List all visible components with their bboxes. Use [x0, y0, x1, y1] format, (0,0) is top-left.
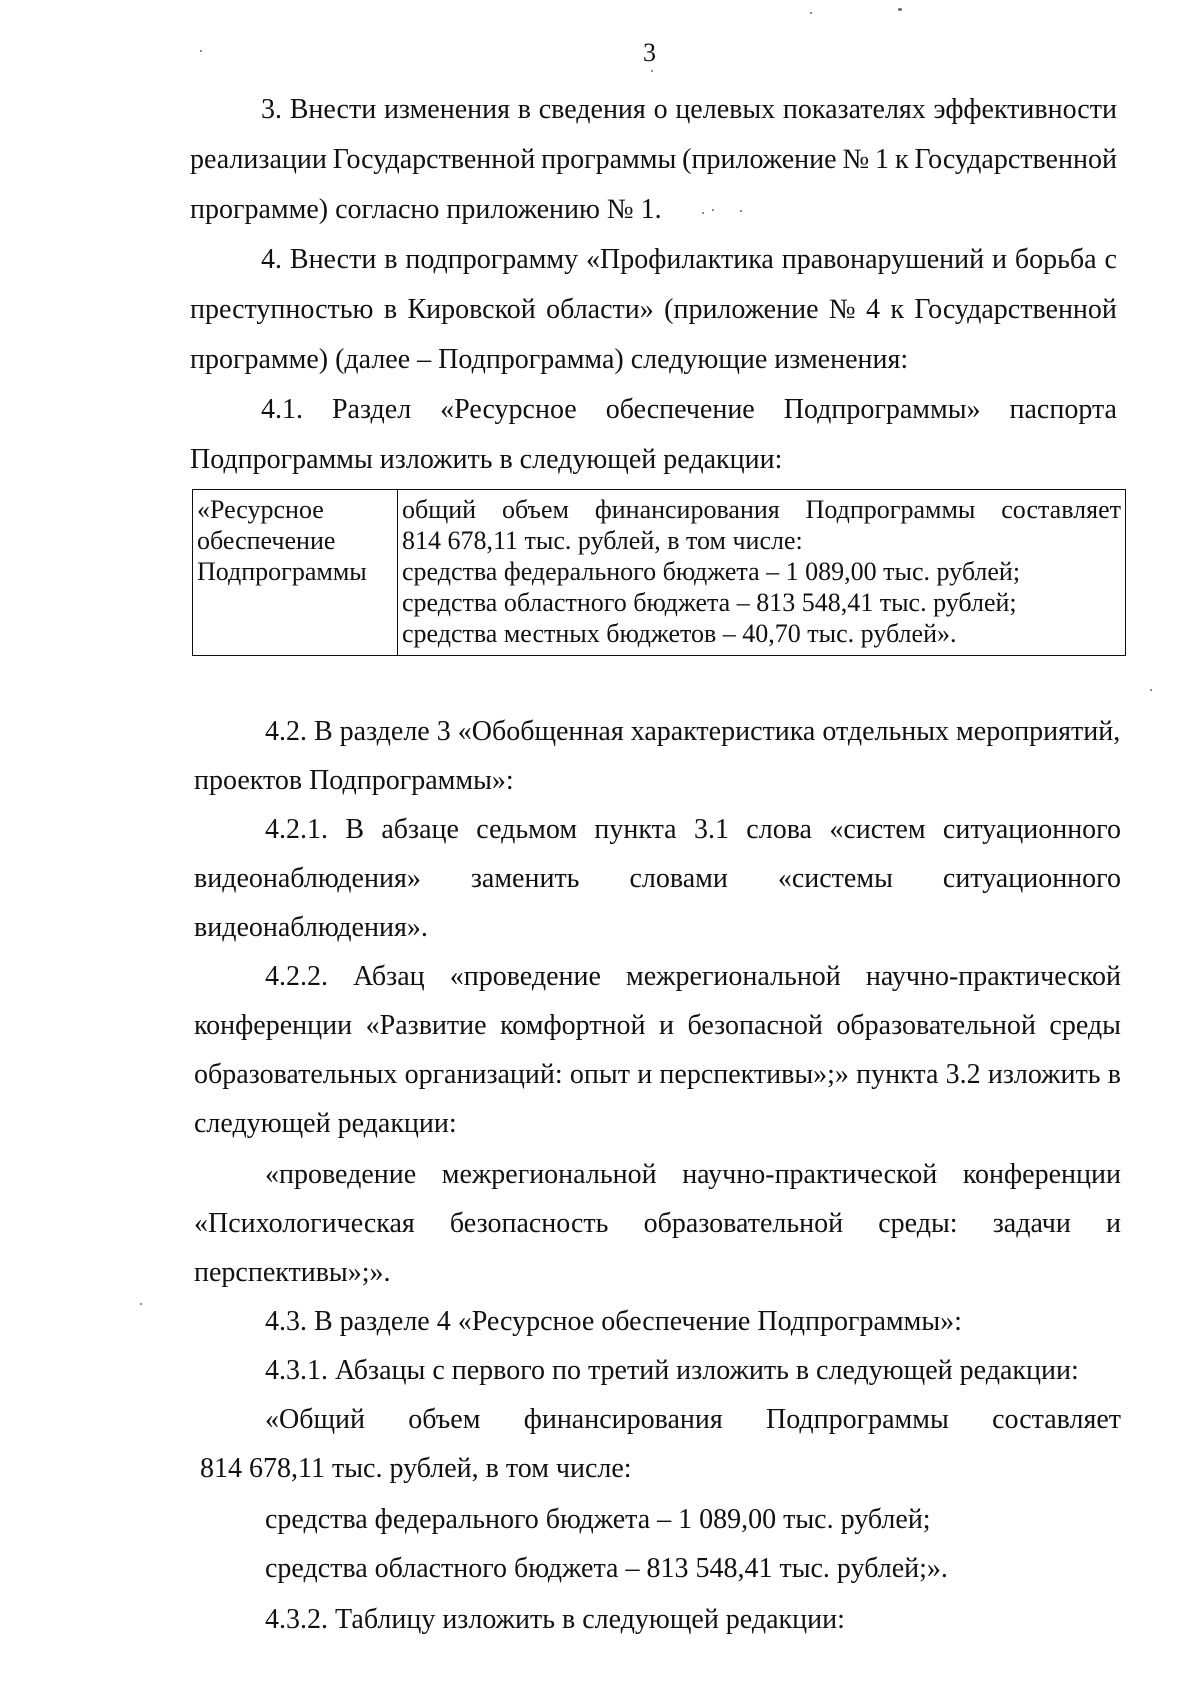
word: обеспечение: [605, 394, 755, 425]
word: научно-практической: [865, 961, 1121, 992]
word: 3.2: [945, 1059, 981, 1090]
paragraph-4-2-2-line-1: [265, 960, 1121, 994]
cell-line: Подпрограммы: [197, 557, 367, 586]
word: 4.2.2.: [265, 961, 328, 992]
word: безопасной: [687, 1010, 823, 1041]
word: задачи: [992, 1208, 1071, 1239]
word: изложить: [987, 1059, 1101, 1090]
paragraph-4-2-1-line-3: видеонаблюдения».: [194, 912, 428, 943]
word: (приложение: [664, 294, 819, 325]
word: 4.1.: [261, 394, 303, 425]
paragraph-4-2-line-2: проектов Подпрограммы»:: [194, 765, 514, 796]
word: «Ресурсное: [440, 394, 577, 425]
word: финансирования: [594, 495, 780, 524]
scan-speck: [810, 12, 812, 14]
word: видеонаблюдения»: [194, 863, 421, 894]
word: «Профилактика: [586, 244, 774, 275]
table-cell-label: [193, 490, 398, 656]
word: межрегиональной: [626, 961, 841, 992]
word: правонарушений: [781, 244, 985, 275]
quote-line-3: перспективы»;».: [194, 1257, 391, 1288]
word: ситуационного: [942, 814, 1121, 845]
word: сведения: [538, 94, 646, 125]
word: 4.2.1.: [265, 814, 328, 845]
word: к: [890, 294, 905, 325]
word: конференции: [962, 1159, 1121, 1190]
word: пункта: [594, 814, 677, 845]
paragraph-4-2-1-line-2: [194, 862, 1121, 896]
word: №: [842, 144, 870, 175]
table-cell-value: [398, 490, 1126, 656]
word: эффективности: [933, 94, 1117, 125]
regional-budget-line: средства областного бюджета – 813 548,41 тыс. рублей;».: [265, 1553, 948, 1584]
word: в: [384, 244, 398, 275]
word: целевых: [675, 94, 776, 125]
word: абзаце: [381, 814, 459, 845]
paragraph-4-2-2-line-4: следующей редакции:: [194, 1108, 457, 1139]
paragraph-4-line-3: программе) (далее – Подпрограмма) следующие изменения:: [190, 344, 909, 375]
word: Государственной: [914, 144, 1117, 175]
word: общий: [402, 495, 477, 524]
word: №: [828, 294, 856, 325]
word: (приложение: [682, 144, 837, 175]
word: объем: [501, 495, 569, 524]
word: 1: [875, 144, 890, 175]
table-row: [193, 490, 1126, 656]
word: «проведение: [449, 961, 601, 992]
word: 3.: [261, 94, 282, 125]
word: Внести: [289, 94, 377, 125]
cell-line: средства федерального бюджета – 1 089,00 тыс. рублей;: [402, 557, 1021, 586]
word: безопасность: [449, 1208, 609, 1239]
cell-line: средства областного бюджета – 813 548,41 тыс. рублей;: [402, 588, 1017, 617]
word: «Общий: [265, 1404, 365, 1435]
quote-line-1: [265, 1158, 1121, 1192]
cell-line: обеспечение: [197, 526, 336, 555]
quote-total-line-1: [265, 1403, 1121, 1437]
word: области»: [546, 294, 654, 325]
word: изменения: [383, 94, 510, 125]
word: комфортной: [500, 1010, 646, 1041]
word: подпрограмму: [405, 244, 579, 275]
resource-table: [192, 489, 1126, 656]
word: о: [653, 94, 668, 125]
word: объем: [408, 1404, 481, 1435]
word: и: [658, 1010, 674, 1041]
scan-speck: [651, 70, 653, 72]
word: «системы: [777, 863, 893, 894]
page-number: 3: [643, 38, 656, 67]
scan-speck: [898, 8, 902, 11]
word: «Психологическая: [194, 1208, 415, 1239]
cell-line: 814 678,11 тыс. рублей, в том числе:: [402, 526, 803, 555]
word: в: [383, 294, 398, 325]
paragraph-4-3-2: 4.3.2. Таблицу изложить в следующей редакции:: [265, 1604, 845, 1635]
word: конференции: [194, 1010, 353, 1041]
word: к: [894, 144, 909, 175]
word: борьба: [1014, 244, 1097, 275]
word: 4.: [261, 244, 282, 275]
word: и: [992, 244, 1008, 275]
word: ситуационного: [942, 863, 1121, 894]
paragraph-3-line-1: [261, 93, 1117, 127]
paragraph-4-2-2-line-2: [194, 1009, 1121, 1043]
word: заменить: [470, 863, 580, 894]
word: образовательной: [836, 1010, 1036, 1041]
word: образовательных: [194, 1059, 398, 1090]
word: «Развитие: [365, 1010, 487, 1041]
word: финансирования: [523, 1404, 723, 1435]
word: в: [1107, 1059, 1121, 1090]
word: и: [1105, 1208, 1121, 1239]
word: среды: [1049, 1010, 1121, 1041]
word: Раздел: [331, 394, 412, 425]
paragraph-3-line-3: программе) согласно приложению № 1.: [190, 194, 662, 225]
scan-speck: [712, 209, 714, 211]
paragraph-4-3: 4.3. В разделе 4 «Ресурсное обеспечение Подпрограммы»:: [265, 1306, 962, 1337]
word: словами: [629, 863, 728, 894]
word: Кировской: [407, 294, 536, 325]
word: научно-практической: [682, 1159, 938, 1190]
word: слова: [746, 814, 812, 845]
quote-line-2: [194, 1207, 1121, 1241]
cell-line: «Ресурсное: [197, 495, 324, 524]
word: среды:: [878, 1208, 958, 1239]
paragraph-4-1-line-2: Подпрограммы изложить в следующей редакции:: [190, 444, 783, 475]
word: пункта: [856, 1059, 939, 1090]
scan-speck: [140, 1303, 142, 1305]
paragraph-4-2-2-line-3: [194, 1058, 1121, 1092]
word: Государственной: [914, 294, 1117, 325]
word: и: [637, 1059, 653, 1090]
word: Внести: [289, 244, 377, 275]
paragraph-4-2-line-1: 4.2. В разделе 3 «Обобщенная характеристика отдельных мероприятий,: [265, 716, 1121, 747]
paragraph-4-line-1: [261, 243, 1117, 277]
word: Подпрограммы: [805, 495, 976, 524]
word: перспективы»;»: [659, 1059, 849, 1090]
scan-speck: [200, 50, 202, 52]
word: реализации: [190, 144, 327, 175]
federal-budget-line: средства федерального бюджета – 1 089,00 тыс. рублей;: [265, 1504, 931, 1535]
word: организаций:: [404, 1059, 563, 1090]
word: паспорта: [1009, 394, 1117, 425]
paragraph-3-line-2: [190, 143, 1117, 177]
word: 3.1: [693, 814, 729, 845]
word: 4: [866, 294, 881, 325]
word: опыт: [569, 1059, 630, 1090]
word: составляет: [1001, 495, 1121, 524]
word: в: [517, 94, 531, 125]
paragraph-4-3-1: 4.3.1. Абзацы с первого по третий изложить в следующей редакции:: [265, 1355, 1079, 1386]
paragraph-4-2-1-line-1: [265, 813, 1121, 847]
scan-speck: [740, 210, 742, 212]
cell-line: средства местных бюджетов – 40,70 тыс. рублей».: [402, 619, 957, 648]
word: Государственной: [332, 144, 536, 175]
word: преступностью: [190, 294, 374, 325]
word: седьмом: [476, 814, 578, 845]
word: В: [345, 814, 365, 845]
scan-speck: [1150, 689, 1152, 691]
word: программы: [541, 144, 677, 175]
paragraph-4-line-2: [190, 293, 1117, 327]
word: показателях: [782, 94, 926, 125]
word: Абзац: [353, 961, 425, 992]
word: составляет: [992, 1404, 1121, 1435]
word: «проведение: [265, 1159, 417, 1190]
paragraph-4-1-line-1: [261, 393, 1117, 427]
word: образовательной: [643, 1208, 844, 1239]
word: Подпрограммы»: [783, 394, 981, 425]
word: межрегиональной: [441, 1159, 657, 1190]
word: с: [1104, 244, 1117, 275]
word: «систем: [829, 814, 926, 845]
word: Подпрограммы: [766, 1404, 949, 1435]
quote-total-line-2: 814 678,11 тыс. рублей, в том числе:: [200, 1453, 632, 1484]
cell-line: [402, 494, 1121, 525]
scan-speck: [702, 212, 704, 214]
